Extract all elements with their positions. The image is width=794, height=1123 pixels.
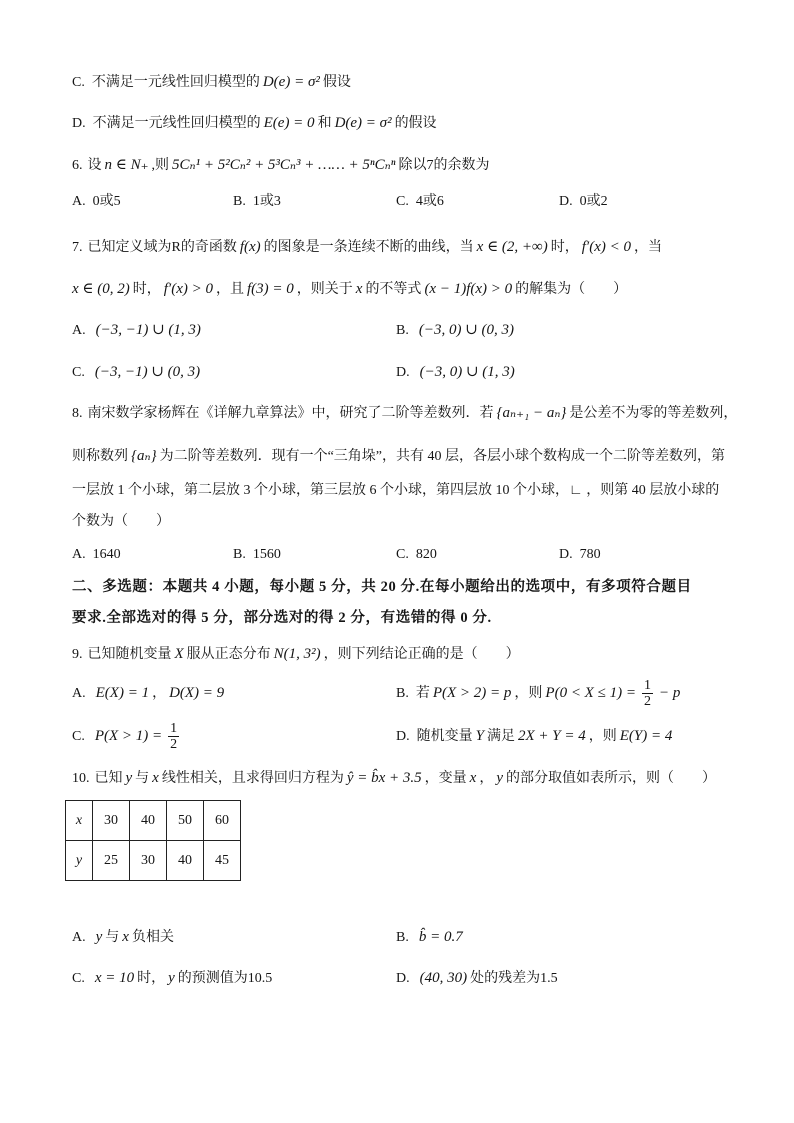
stem-text: 已知 [94, 771, 123, 786]
option-text: 和 [317, 116, 332, 131]
option-label: C. [72, 365, 85, 380]
q8-option-b [233, 543, 281, 567]
q5-option-d [72, 111, 437, 135]
q8-stem-line-3 [72, 479, 719, 503]
stem-text: 是公差不为零的等差数列， [569, 406, 738, 421]
option-label: D. [72, 116, 86, 131]
table-row [66, 841, 241, 881]
fraction-denominator: 2 [170, 737, 178, 753]
q9-option-d [396, 718, 675, 754]
question-number: 9. [72, 647, 83, 662]
stem-text: 的解集为（ ） [515, 282, 628, 297]
question-number: 8. [72, 406, 83, 421]
stem-text: 的不等式 [365, 282, 422, 297]
option-label: D. [559, 547, 573, 562]
math-expression: P(0 < X ≤ 1) = [545, 685, 636, 701]
math-expression: (x − 1)f(x) > 0 [424, 281, 513, 297]
q9-option-a [72, 675, 227, 711]
stem-text: ，变量 [424, 771, 467, 786]
stem-text: ，当 [633, 240, 662, 255]
option-text: 与 [105, 930, 120, 945]
stem-text: ,则 [151, 158, 170, 173]
option-text: ，则 [514, 686, 543, 701]
option-text: 假设 [322, 75, 351, 90]
option-label: A. [72, 194, 86, 209]
option-text: 的假设 [394, 116, 437, 131]
option-label: C. [396, 547, 409, 562]
q8-option-a [72, 543, 121, 567]
q7-option-d [396, 360, 518, 384]
table-row [66, 801, 241, 841]
fraction [642, 678, 653, 709]
q6-stem [72, 153, 489, 177]
option-text: 负相关 [131, 930, 174, 945]
option-text: 的预测值为10.5 [177, 971, 273, 986]
math-expression: x [152, 770, 159, 786]
option-label: A. [72, 547, 86, 562]
option-text: 满足 [486, 729, 515, 744]
q7-option-b [396, 318, 517, 342]
math-expression: (40, 30) [419, 970, 468, 986]
option-label: C. [72, 729, 85, 744]
q8-stem-line-4 [72, 510, 170, 534]
stem-text: 的部分取值如表所示，则（ ） [506, 771, 716, 786]
q9-option-c [72, 718, 182, 754]
math-expression: E(Y) = 4 [619, 728, 673, 744]
math-expression: f(x) [239, 239, 261, 255]
math-expression: x [122, 929, 129, 945]
question-number: 10. [72, 771, 90, 786]
stem-text: 与 [135, 771, 150, 786]
stem-text: 服从正态分布 [186, 647, 271, 662]
math-expression: (−3, −1) ∪ (0, 3) [94, 364, 201, 380]
stem-text: 已知定义域为R的奇函数 [87, 240, 237, 255]
option-text: 1560 [252, 547, 281, 562]
q10-stem [72, 766, 716, 790]
option-label: B. [396, 930, 409, 945]
math-expression: 5Cₙ¹ + 5²Cₙ² + 5³Cₙ³ + …… + 5ⁿCₙⁿ [172, 157, 396, 173]
option-label: A. [72, 323, 86, 338]
math-expression: P(X > 2) = p [432, 685, 512, 701]
option-text: 0或5 [92, 194, 121, 209]
q9-option-b [396, 675, 683, 711]
q10-option-d [396, 966, 558, 990]
q10-option-b [396, 925, 466, 949]
q6-option-a [72, 190, 121, 214]
stem-text: 个数为（ ） [72, 514, 170, 529]
q7-option-c [72, 360, 203, 384]
math-expression: 2X + Y = 4 [517, 728, 586, 744]
option-text: 随机变量 [416, 729, 473, 744]
q8-stem-line-1 [72, 401, 737, 425]
math-expression: P(X > 1) = [94, 728, 163, 744]
q6-option-d [559, 190, 608, 214]
option-label: C. [72, 971, 85, 986]
math-expression: (−3, 0) ∪ (0, 3) [418, 322, 515, 338]
table-cell: 25 [93, 841, 130, 881]
option-label: D. [559, 194, 573, 209]
option-label: A. [72, 686, 86, 701]
question-number: 7. [72, 240, 83, 255]
stem-text: 为二阶等差数列．现有一个“三角垛”，共有 40 层，各层小球个数构成一个二阶等差数列，第 [159, 449, 726, 464]
table-cell: 45 [204, 841, 241, 881]
math-expression: b̂ = 0.7 [418, 929, 463, 945]
q10-option-c [72, 966, 272, 990]
table-row-header: x [66, 801, 93, 841]
stem-text: 设 [87, 158, 102, 173]
stem-text: 时， [132, 282, 161, 297]
table-cell: 30 [130, 841, 167, 881]
fraction [168, 721, 179, 752]
stem-text: ，且 [215, 282, 244, 297]
section-heading-line-2: 要求.全部选对的得 5 分，部分选对的得 2 分，有选错的得 0 分. [72, 610, 492, 626]
math-expression: (−3, −1) ∪ (1, 3) [95, 322, 201, 338]
question-number: 6. [72, 158, 83, 173]
math-expression: n ∈ N₊ [104, 157, 149, 173]
math-expression: y [168, 970, 175, 986]
option-text: 4或6 [415, 194, 444, 209]
math-expression: D(e) = σ² [334, 115, 392, 131]
q5-option-c [72, 70, 351, 94]
section-heading-line-1: 二、多选题：本题共 4 小题，每小题 5 分，共 20 分.在每小题给出的选项中，有多项符合题目 [72, 579, 692, 595]
stem-text: 线性相关，且求得回归方程为 [161, 771, 344, 786]
option-text: 若 [415, 686, 430, 701]
option-label: B. [396, 686, 409, 701]
math-expression: y [496, 770, 503, 786]
math-expression: f(3) = 0 [246, 281, 294, 297]
math-expression: f′(x) < 0 [581, 239, 631, 255]
option-label: B. [396, 323, 409, 338]
option-text: 时， [137, 971, 166, 986]
option-label: D. [396, 971, 410, 986]
stem-text: 一层放 1 个小球，第二层放 3 个小球，第三层放 6 个小球，第四层放 10 个小球，∟ ，则第 40 层放小球的 [72, 483, 720, 498]
option-text: 1640 [92, 547, 121, 562]
stem-text: ， [479, 771, 494, 786]
math-expression: N(1, 3²) [273, 646, 321, 662]
table-cell: 60 [204, 801, 241, 841]
q10-option-a [72, 925, 174, 949]
math-expression: D(X) = 9 [169, 685, 225, 701]
data-table [65, 800, 241, 881]
math-expression: x [355, 281, 363, 297]
stem-text: 则称数列 [72, 449, 128, 464]
fraction-numerator: 1 [643, 678, 651, 694]
stem-text: 已知随机变量 [87, 647, 172, 662]
option-text: 0或2 [579, 194, 608, 209]
option-label: D. [396, 729, 410, 744]
table-cell: 40 [130, 801, 167, 841]
math-expression: x [469, 770, 477, 786]
q9-stem [72, 642, 520, 666]
option-text: ， [152, 686, 167, 701]
table-cell: 30 [93, 801, 130, 841]
q7-stem-line-1 [72, 235, 662, 259]
option-text: 不满足一元线性回归模型的 [91, 75, 260, 90]
math-expression: y [125, 770, 133, 786]
math-expression: − p [658, 685, 681, 701]
option-text: ，则 [588, 729, 617, 744]
option-label: B. [233, 194, 246, 209]
option-label: A. [72, 930, 86, 945]
math-expression: x = 10 [94, 970, 135, 986]
math-expression: {aₙ} [131, 448, 157, 464]
option-text: 1或3 [252, 194, 281, 209]
q8-option-c [396, 543, 437, 567]
option-label: C. [396, 194, 409, 209]
q6-option-c [396, 190, 444, 214]
stem-text: 南宋数学家杨辉在《详解九章算法》中，研究了二阶等差数列．若 [87, 406, 494, 421]
option-text: 不满足一元线性回归模型的 [92, 116, 261, 131]
math-expression: {aₙ₊₁ − aₙ} [496, 405, 567, 421]
math-expression: (−3, 0) ∪ (1, 3) [419, 364, 515, 380]
option-text: 处的残差为1.5 [470, 971, 558, 986]
option-text: 820 [415, 547, 437, 562]
option-text: 780 [579, 547, 601, 562]
stem-text: ，则下列结论正确的是（ ） [323, 647, 520, 662]
stem-text: 除以7的余数为 [398, 158, 490, 173]
math-expression: x ∈ (2, +∞) [476, 239, 548, 255]
option-label: B. [233, 547, 246, 562]
q7-stem-line-2 [72, 277, 627, 301]
q6-option-b [233, 190, 281, 214]
stem-text: 时， [550, 240, 579, 255]
q8-option-d [559, 543, 601, 567]
math-expression: f′(x) > 0 [163, 281, 213, 297]
table-cell: 50 [167, 801, 204, 841]
math-expression: ŷ = b̂x + 3.5 [346, 770, 422, 786]
math-expression: y [95, 929, 103, 945]
q7-option-a [72, 318, 204, 342]
stem-text: 的图象是一条连续不断的曲线，当 [263, 240, 474, 255]
fraction-denominator: 2 [643, 694, 651, 710]
option-label: D. [396, 365, 410, 380]
table-cell: 40 [167, 841, 204, 881]
stem-text: ，则关于 [296, 282, 353, 297]
fraction-numerator: 1 [170, 721, 178, 737]
q8-stem-line-2 [72, 444, 725, 468]
math-expression: E(X) = 1 [95, 685, 150, 701]
table-row-header: y [66, 841, 93, 881]
math-expression: Y [475, 728, 484, 744]
math-expression: x ∈ (0, 2) [72, 281, 130, 297]
math-expression: X [174, 646, 184, 662]
math-expression: D(e) = σ² [262, 74, 320, 90]
math-expression: E(e) = 0 [263, 115, 315, 131]
option-label: C. [72, 75, 85, 90]
